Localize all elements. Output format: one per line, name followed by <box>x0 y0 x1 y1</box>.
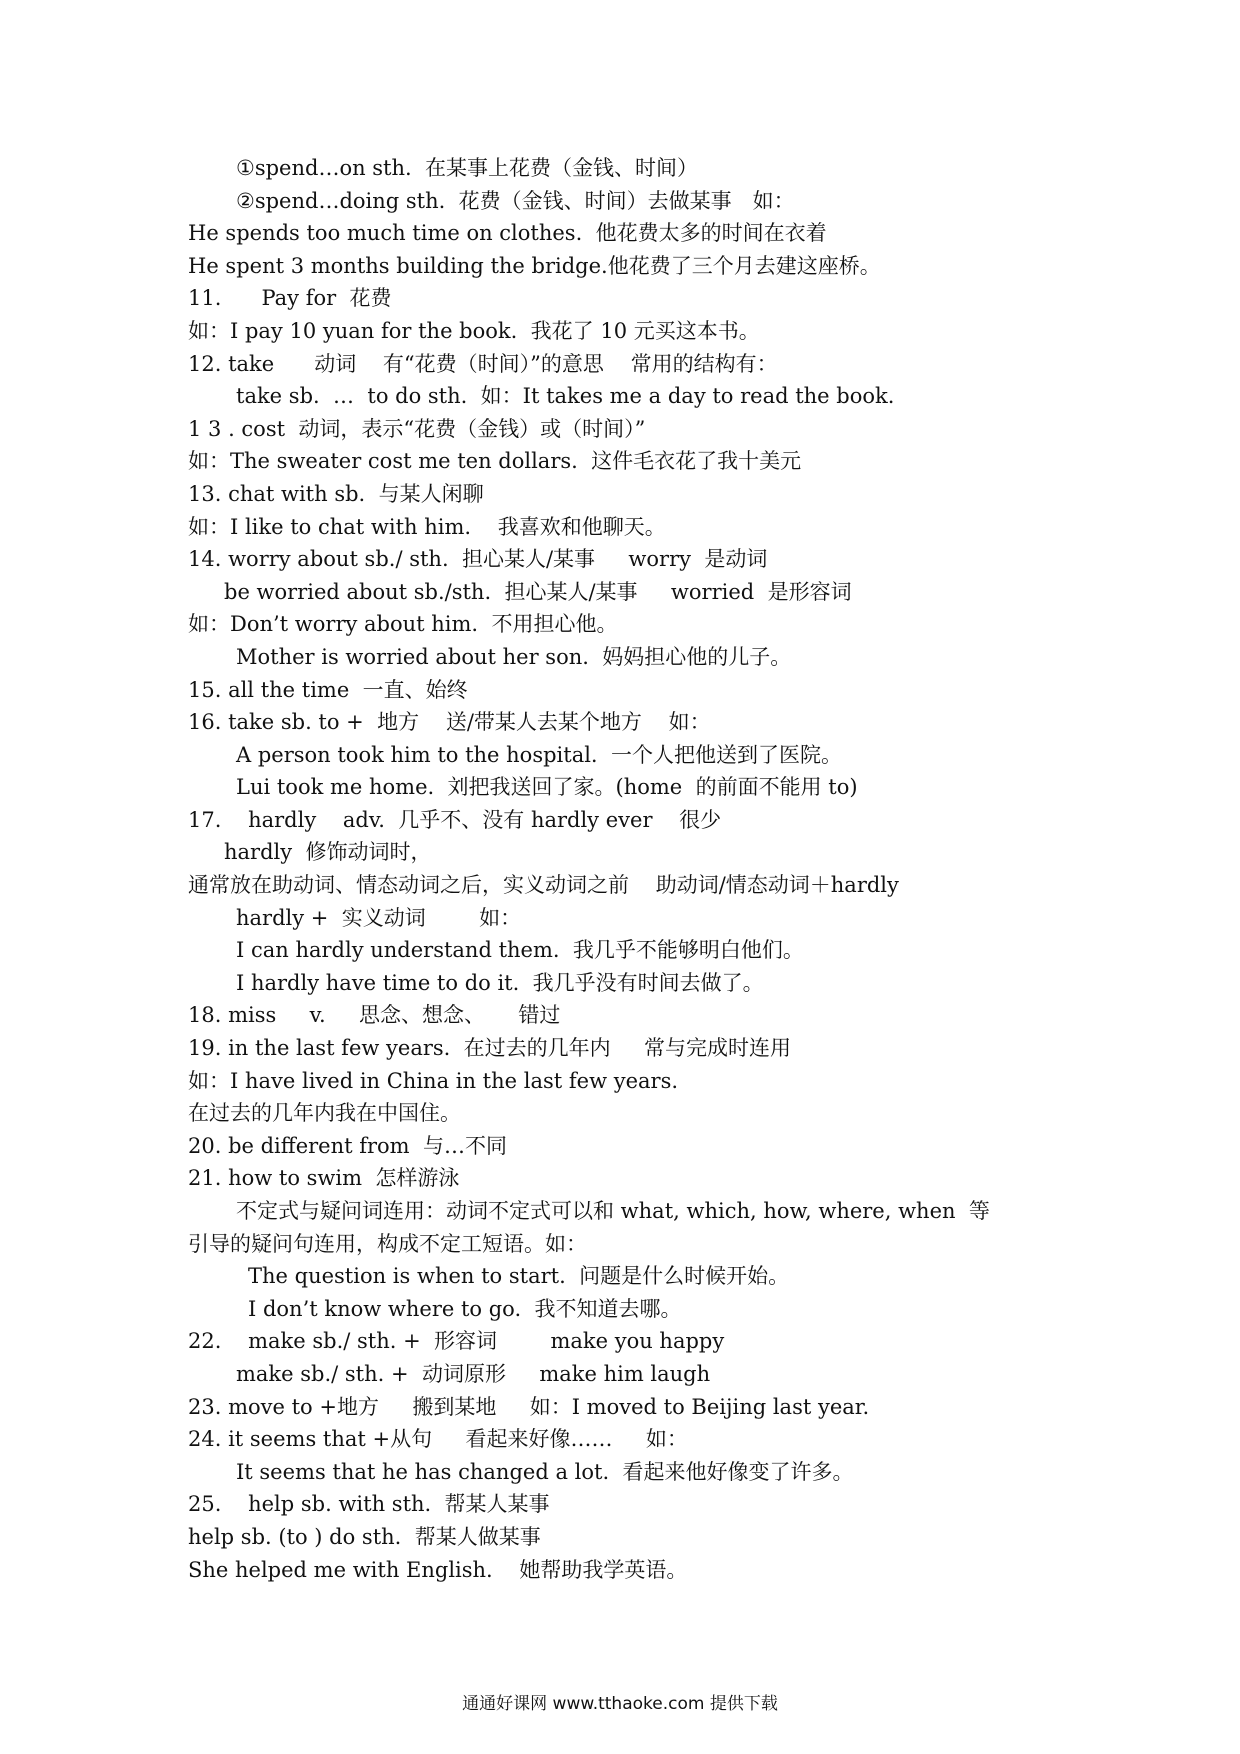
text-line: take sb. … to do sth. 如：It takes me a day to read the book. <box>236 384 895 409</box>
text-line: ②spend…doing sth. 花费（金钱、时间）去做某事 如： <box>236 188 795 213</box>
text-line: 22. make sb./ sth. + 形容词 make you happy <box>188 1329 725 1354</box>
text-line: He spent 3 months building the bridge.他花费了三个月去建这座桥。 <box>188 253 881 278</box>
text-line: 13. chat with sb. 与某人闲聊 <box>188 481 484 506</box>
text-line: 12. take 动词 有“花费（时间）”的意思 常用的结构有： <box>188 351 778 376</box>
text-line: He spends too much time on clothes. 他花费太多的时间在衣着 <box>188 221 827 246</box>
text-line: Mother is worried about her son. 妈妈担心他的儿子。 <box>236 644 792 669</box>
text-line: A person took him to the hospital. 一个人把他送到了医院。 <box>236 742 842 767</box>
text-line: hardly 修饰动词时， <box>224 840 432 865</box>
text-line: I hardly have time to do it. 我几乎没有时间去做了。 <box>236 970 764 995</box>
text-line: Lui took me home. 刘把我送回了家。(home 的前面不能用 to) <box>236 775 858 800</box>
text-line: 不定式与疑问词连用：动词不定式可以和 what, which, how, where, when 等 <box>236 1199 990 1223</box>
page-footer: 通通好课网 www.tthaoke.com 提供下载 <box>462 1694 778 1714</box>
text-line: 11. Pay for 花费 <box>188 286 392 311</box>
text-line: help sb. (to ) do sth. 帮某人做某事 <box>188 1524 541 1549</box>
text-line: 21. how to swim 怎样游泳 <box>188 1166 460 1191</box>
text-line: 14. worry about sb./ sth. 担心某人/某事 worry 是动词 <box>188 547 768 572</box>
document-body <box>188 152 1088 1586</box>
text-line: 20. be different from 与…不同 <box>188 1133 507 1158</box>
text-line: I don’t know where to go. 我不知道去哪。 <box>248 1296 682 1321</box>
text-line: 15. all the time 一直、始终 <box>188 677 468 702</box>
text-line: 17. hardly adv. 几乎不、没有 hardly ever 很少 <box>188 807 722 832</box>
text-line: be worried about sb./sth. 担心某人/某事 worried 是形容词 <box>224 579 852 604</box>
text-line: hardly + 实义动词 如： <box>236 905 522 930</box>
text-line: It seems that he has changed a lot. 看起来他好像变了许多。 <box>236 1459 854 1484</box>
text-line: 如：Don’t worry about him. 不用担心他。 <box>188 612 618 637</box>
text-line: 在过去的几年内我在中国住。 <box>188 1101 461 1126</box>
text-line: 如：The sweater cost me ten dollars. 这件毛衣花了我十美元 <box>188 449 802 474</box>
text-line: 25. help sb. with sth. 帮某人某事 <box>188 1492 550 1517</box>
text-line: 24. it seems that +从句 看起来好像…… 如： <box>188 1427 688 1452</box>
text-line: ①spend…on sth. 在某事上花费（金钱、时间） <box>236 156 699 180</box>
text-line: I can hardly understand them. 我几乎不能够明白他们。 <box>236 938 804 963</box>
text-line: 如：I pay 10 yuan for the book. 我花了 10 元买这本书。 <box>188 318 760 343</box>
text-line: 19. in the last few years. 在过去的几年内 常与完成时连用 <box>188 1036 792 1061</box>
text-line: 引导的疑问句连用，构成不定工短语。如： <box>188 1231 587 1256</box>
text-line: 1 3 . cost 动词，表示“花费（金钱）或（时间）” <box>188 416 646 441</box>
text-line: She helped me with English. 她帮助我学英语。 <box>188 1557 688 1582</box>
text-line: 通常放在助动词、情态动词之后，实义动词之前 助动词/情态动词＋hardly <box>188 873 899 898</box>
text-line: The question is when to start. 问题是什么时候开始。 <box>248 1264 790 1289</box>
text-line: 23. move to +地方 搬到某地 如：I moved to Beijing last year. <box>188 1394 870 1419</box>
text-line: 16. take sb. to + 地方 送/带某人去某个地方 如： <box>188 710 711 735</box>
text-line: 18. miss v. 思念、想念、 错过 <box>188 1003 561 1028</box>
text-line: make sb./ sth. + 动词原形 make him laugh <box>236 1361 711 1386</box>
text-line: 如：I like to chat with him. 我喜欢和他聊天。 <box>188 514 666 539</box>
text-line: 如：I have lived in China in the last few years. <box>188 1068 679 1093</box>
